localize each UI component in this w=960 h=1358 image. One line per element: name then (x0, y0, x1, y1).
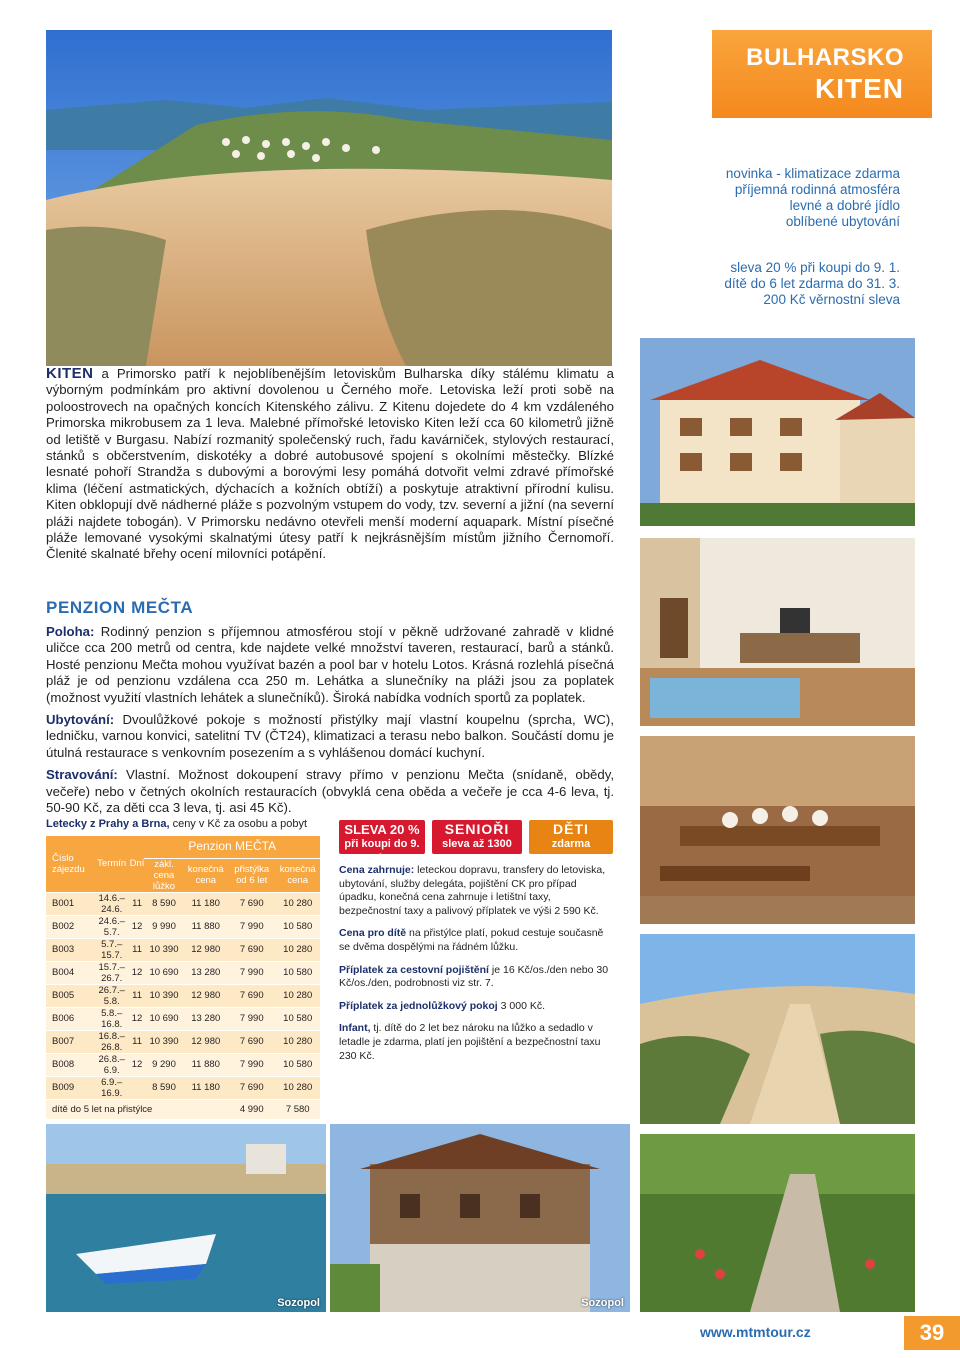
note-text: leteckou dopravu, transfery do letoviska, ubytování, služby delegáta, pojištění CK pro případ úpadku, konečná cena zahrnuje i letištní taxy, bezpečnostní taxy a palivový příplatek ve výši 2 590 Kč. (339, 864, 606, 917)
price-cell: 13 280 (183, 961, 228, 984)
garden-path-photo (640, 1134, 915, 1312)
sozopol-boats-photo (46, 1124, 326, 1312)
note-label: Příplatek za jednolůžkový pokoj (339, 999, 498, 1012)
header-cislo: Číslo zájezdu (46, 836, 94, 892)
highlight-item: příjemná rodinná atmosféra (734, 182, 900, 197)
price-cell: 7 690 (228, 938, 275, 961)
intro-paragraph (46, 366, 614, 563)
header-termin: Termín (94, 836, 130, 892)
price-cell: 7 990 (228, 1007, 275, 1030)
badge-line: sleva až 1300 (442, 838, 512, 850)
note-label: Cena pro dítě (339, 927, 407, 940)
price-cell: 12 980 (183, 1030, 228, 1053)
badge-line: SLEVA 20 % (344, 822, 420, 837)
price-cell: 9 290 (144, 1053, 183, 1076)
stravovani-text: Vlastní. Možnost dokoupení stravy přímo v penzionu Mečta (snídaně, obědy, večeře) nebo v četných okolních restauracích (obvyklá cena oběda a večeře je cca 4-6 leva, tj. 50-90 Kč, za děti cca 3 leva, tj. asi 45 Kč). (46, 767, 614, 816)
country-title: BULHARSKO (746, 44, 904, 71)
child-row-label: dítě do 5 let na přistýlce (46, 1099, 228, 1119)
city-title: KITEN (815, 73, 904, 104)
price-row (46, 1076, 320, 1099)
highlights-list (640, 166, 900, 308)
price-cell: 6.9.–16.9. (94, 1076, 130, 1099)
intro-text: a Primorsko patří k nejoblíbenějším letoviskům Bulharska díky stálému klimatu a výborným podmínkám pro aktivní dovolenou u Černého moře. Letoviska leží proti sobě na poloostrovech na opačných koncích Kitenského zálivu. Z Kitenu dojedete do 4 km vzdáleného Primorska mikrobusem za 1 leva. Malebné přímořské letovisko Kiten leží cca 60 kilometrů jižně od letiště v Burgasu. Nabízí rozmanitý společenský ruch, řadu kavárniček, stylových restaurací, stánků s občerstvením, diskotéky a dobré autobusové spojení s okolními městečky. Blízké lesnaté pohoří Strandža s dubovými a borovými lesy pomáhá dotvořit velmi zdravé přímořské klima (léčení astmatických, dýchacích a kožních obtíží) a poskytuje atraktivní přírodní kulisu. Kiten obklopují dvě nádherné pláže s pozvolným vstupem do vody, tzv. severní a jižní (na severní pláži najdete tobogán). V Primorsku nedávno otevřeli menší moderní aquapark. Místní písečné pláže lemované vysokými skalnatými útesy patří k nejkrásnějším místům jižního Černomoří. Členité skalnaté břehy ocení milovníci potápění. (46, 366, 614, 562)
destination-header (712, 30, 932, 118)
header-zakl-cena: zákl. cena lůžko (144, 858, 183, 892)
price-cell: 15.7.–26.7. (94, 961, 130, 984)
price-cell: 12 980 (183, 938, 228, 961)
price-cell: 12 (130, 961, 145, 984)
price-cell: 11 (130, 892, 145, 915)
price-row (46, 1053, 320, 1076)
note-label: Infant, (339, 1022, 371, 1035)
offer-item: 200 Kč věrnostní sleva (763, 292, 900, 307)
price-cell: 7 990 (228, 1053, 275, 1076)
price-cell: 5.8.–16.8. (94, 1007, 130, 1030)
ubytovani-text: Dvoulůžkové pokoje s možností přistýlky mají vlastní koupelnu (sprcha, WC), ledničku, varnou konvici, satelitní TV (ČT24), klimatizaci a terasu nebo balkon. Součástí domu je útulná restaurace s venkovním posezením a s vyhlášenou domácí kuchyní. (46, 712, 614, 760)
price-cell: B007 (46, 1030, 94, 1053)
price-row (46, 915, 320, 938)
restaurant-terrace-photo (640, 736, 915, 924)
price-caption-bold: Letecky z Prahy a Brna, (46, 818, 170, 830)
note-text: je 16 Kč/os./den nebo 30 Kč/os./den, podrobnosti viz str. 7. (339, 963, 609, 990)
price-table (46, 836, 320, 1120)
price-cell: B005 (46, 984, 94, 1007)
seniors-badge (432, 820, 522, 854)
price-cell: 10 390 (144, 984, 183, 1007)
child-row-value: 4 990 (228, 1099, 275, 1119)
price-cell: 8 590 (144, 1076, 183, 1099)
note-text: na přistýlce platí, pokud cestuje současně se dvěma dospělými na řádném lůžku. (339, 927, 604, 953)
price-cell: 14.6.–24.6. (94, 892, 130, 915)
children-badge (529, 820, 613, 854)
poloha-text: Rodinný penzion s příjemnou atmosférou stojí v pěkně udržované zahradě v klidné uličce cca 200 metrů od centra, kde najdete velké množství taveren, restaurací, barů a stánků. Hosté penzionu Mečta mohou využívat bazén a pool bar v hotelu Lotos. Krásná rozlehlá písečná pláž je od penzionu vzdálena cca 250 m. Lehátka a slunečníky na pláži jsou za poplatek (možnost využití vlastních lehátek a slunečníků). Široká nabídka vodních sportů za poplatek. (46, 624, 614, 705)
price-cell: 12 980 (183, 984, 228, 1007)
note-label: Příplatek za cestovní pojištění (339, 963, 489, 976)
badge-line: při koupi do 9. 1. (344, 838, 420, 864)
price-cell: 13 280 (183, 1007, 228, 1030)
price-row (46, 984, 320, 1007)
price-cell: 7 690 (228, 1030, 275, 1053)
beach-photo (46, 30, 612, 366)
price-cell: 26.7.–5.8. (94, 984, 130, 1007)
offer-item: sleva 20 % při koupi do 9. 1. (730, 260, 900, 275)
badge-line: SENIOŘI (444, 821, 510, 837)
note-text: 3 000 Kč. (497, 999, 545, 1012)
price-cell: 10 580 (275, 1007, 320, 1030)
price-cell: 10 690 (144, 961, 183, 984)
page-number: 39 (904, 1316, 960, 1350)
price-cell: 10 390 (144, 1030, 183, 1053)
price-cell: 12 (130, 1053, 145, 1076)
badge-line: zdarma (551, 838, 591, 850)
price-cell: 10 580 (275, 1053, 320, 1076)
discount-badge (339, 820, 425, 864)
price-cell: 10 280 (275, 1076, 320, 1099)
photo-caption: Sozopol (277, 1297, 320, 1309)
price-cell: 10 690 (144, 1007, 183, 1030)
child-price-row (46, 1099, 320, 1119)
penzion-description (46, 624, 614, 822)
price-cell: 11 180 (183, 1076, 228, 1099)
sozopol-houses-photo (330, 1124, 630, 1312)
price-cell: B009 (46, 1076, 94, 1099)
stravovani-label: Stravování: (46, 767, 118, 783)
photo-caption: Sozopol (581, 1297, 624, 1309)
intro-keyword: KITEN (46, 365, 94, 382)
price-cell: 7 990 (228, 915, 275, 938)
price-cell: 11 (130, 1030, 145, 1053)
price-cell (130, 1076, 145, 1099)
highlight-item: oblíbené ubytování (785, 214, 900, 229)
price-cell: 5.7.–15.7. (94, 938, 130, 961)
highlight-item: novinka - klimatizace zdarma (725, 166, 900, 181)
price-cell: 10 580 (275, 961, 320, 984)
badge-line: DĚTI (553, 821, 589, 837)
room-photo (640, 538, 915, 726)
header-dni: Dní (130, 836, 145, 892)
price-row (46, 961, 320, 984)
price-cell: 7 690 (228, 984, 275, 1007)
price-cell: 11 880 (183, 915, 228, 938)
price-cell: B008 (46, 1053, 94, 1076)
price-table-caption (46, 818, 307, 830)
price-cell: 16.8.–26.8. (94, 1030, 130, 1053)
child-row-value: 7 580 (275, 1099, 320, 1119)
price-cell: B002 (46, 915, 94, 938)
header-group: Penzion MEČTA (144, 836, 320, 858)
header-konecna: konečná cena (183, 858, 228, 892)
price-cell: 9 990 (144, 915, 183, 938)
website-url[interactable]: www.mtmtour.cz (700, 1324, 811, 1340)
price-cell: 7 690 (228, 1076, 275, 1099)
highlight-item: levné a dobré jídlo (789, 198, 900, 213)
price-cell: 11 (130, 984, 145, 1007)
price-cell: 24.6.–5.7. (94, 915, 130, 938)
price-cell: B001 (46, 892, 94, 915)
price-row (46, 938, 320, 961)
price-cell: 10 580 (275, 915, 320, 938)
offer-item: dítě do 6 let zdarma do 31. 3. (724, 276, 900, 291)
price-cell: 11 180 (183, 892, 228, 915)
price-caption-rest: ceny v Kč za osobu a pobyt (169, 818, 308, 830)
price-cell: 10 280 (275, 1030, 320, 1053)
price-cell: 12 (130, 1007, 145, 1030)
note-text: tj. dítě do 2 let bez nároku na lůžko a sedadlo v letadle je zdarma, platí jen pojištění a bezpečnostní taxu 230 Kč. (339, 1022, 601, 1062)
note-label: Cena zahrnuje: (339, 864, 415, 876)
price-cell: 10 280 (275, 892, 320, 915)
price-row (46, 892, 320, 915)
header-konecna-2: konečná cena (275, 858, 320, 892)
poloha-label: Poloha: (46, 624, 95, 639)
price-cell: 7 990 (228, 961, 275, 984)
price-cell: B004 (46, 961, 94, 984)
ubytovani-label: Ubytování: (46, 712, 115, 728)
price-row (46, 1007, 320, 1030)
price-cell: 10 390 (144, 938, 183, 961)
price-cell: 12 (130, 915, 145, 938)
dunes-path-photo (640, 934, 915, 1124)
price-cell: 26.8.–6.9. (94, 1053, 130, 1076)
price-cell: 11 (130, 938, 145, 961)
price-cell: 10 280 (275, 984, 320, 1007)
price-cell: 10 280 (275, 938, 320, 961)
price-notes (339, 864, 615, 1072)
header-pristylka: přistýlka od 6 let (228, 858, 275, 892)
price-cell: 11 880 (183, 1053, 228, 1076)
price-cell: B003 (46, 938, 94, 961)
price-cell: B006 (46, 1007, 94, 1030)
price-cell: 8 590 (144, 892, 183, 915)
penzion-building-photo (640, 338, 915, 526)
price-cell: 7 690 (228, 892, 275, 915)
penzion-title: PENZION MEČTA (46, 598, 194, 617)
price-row (46, 1030, 320, 1053)
